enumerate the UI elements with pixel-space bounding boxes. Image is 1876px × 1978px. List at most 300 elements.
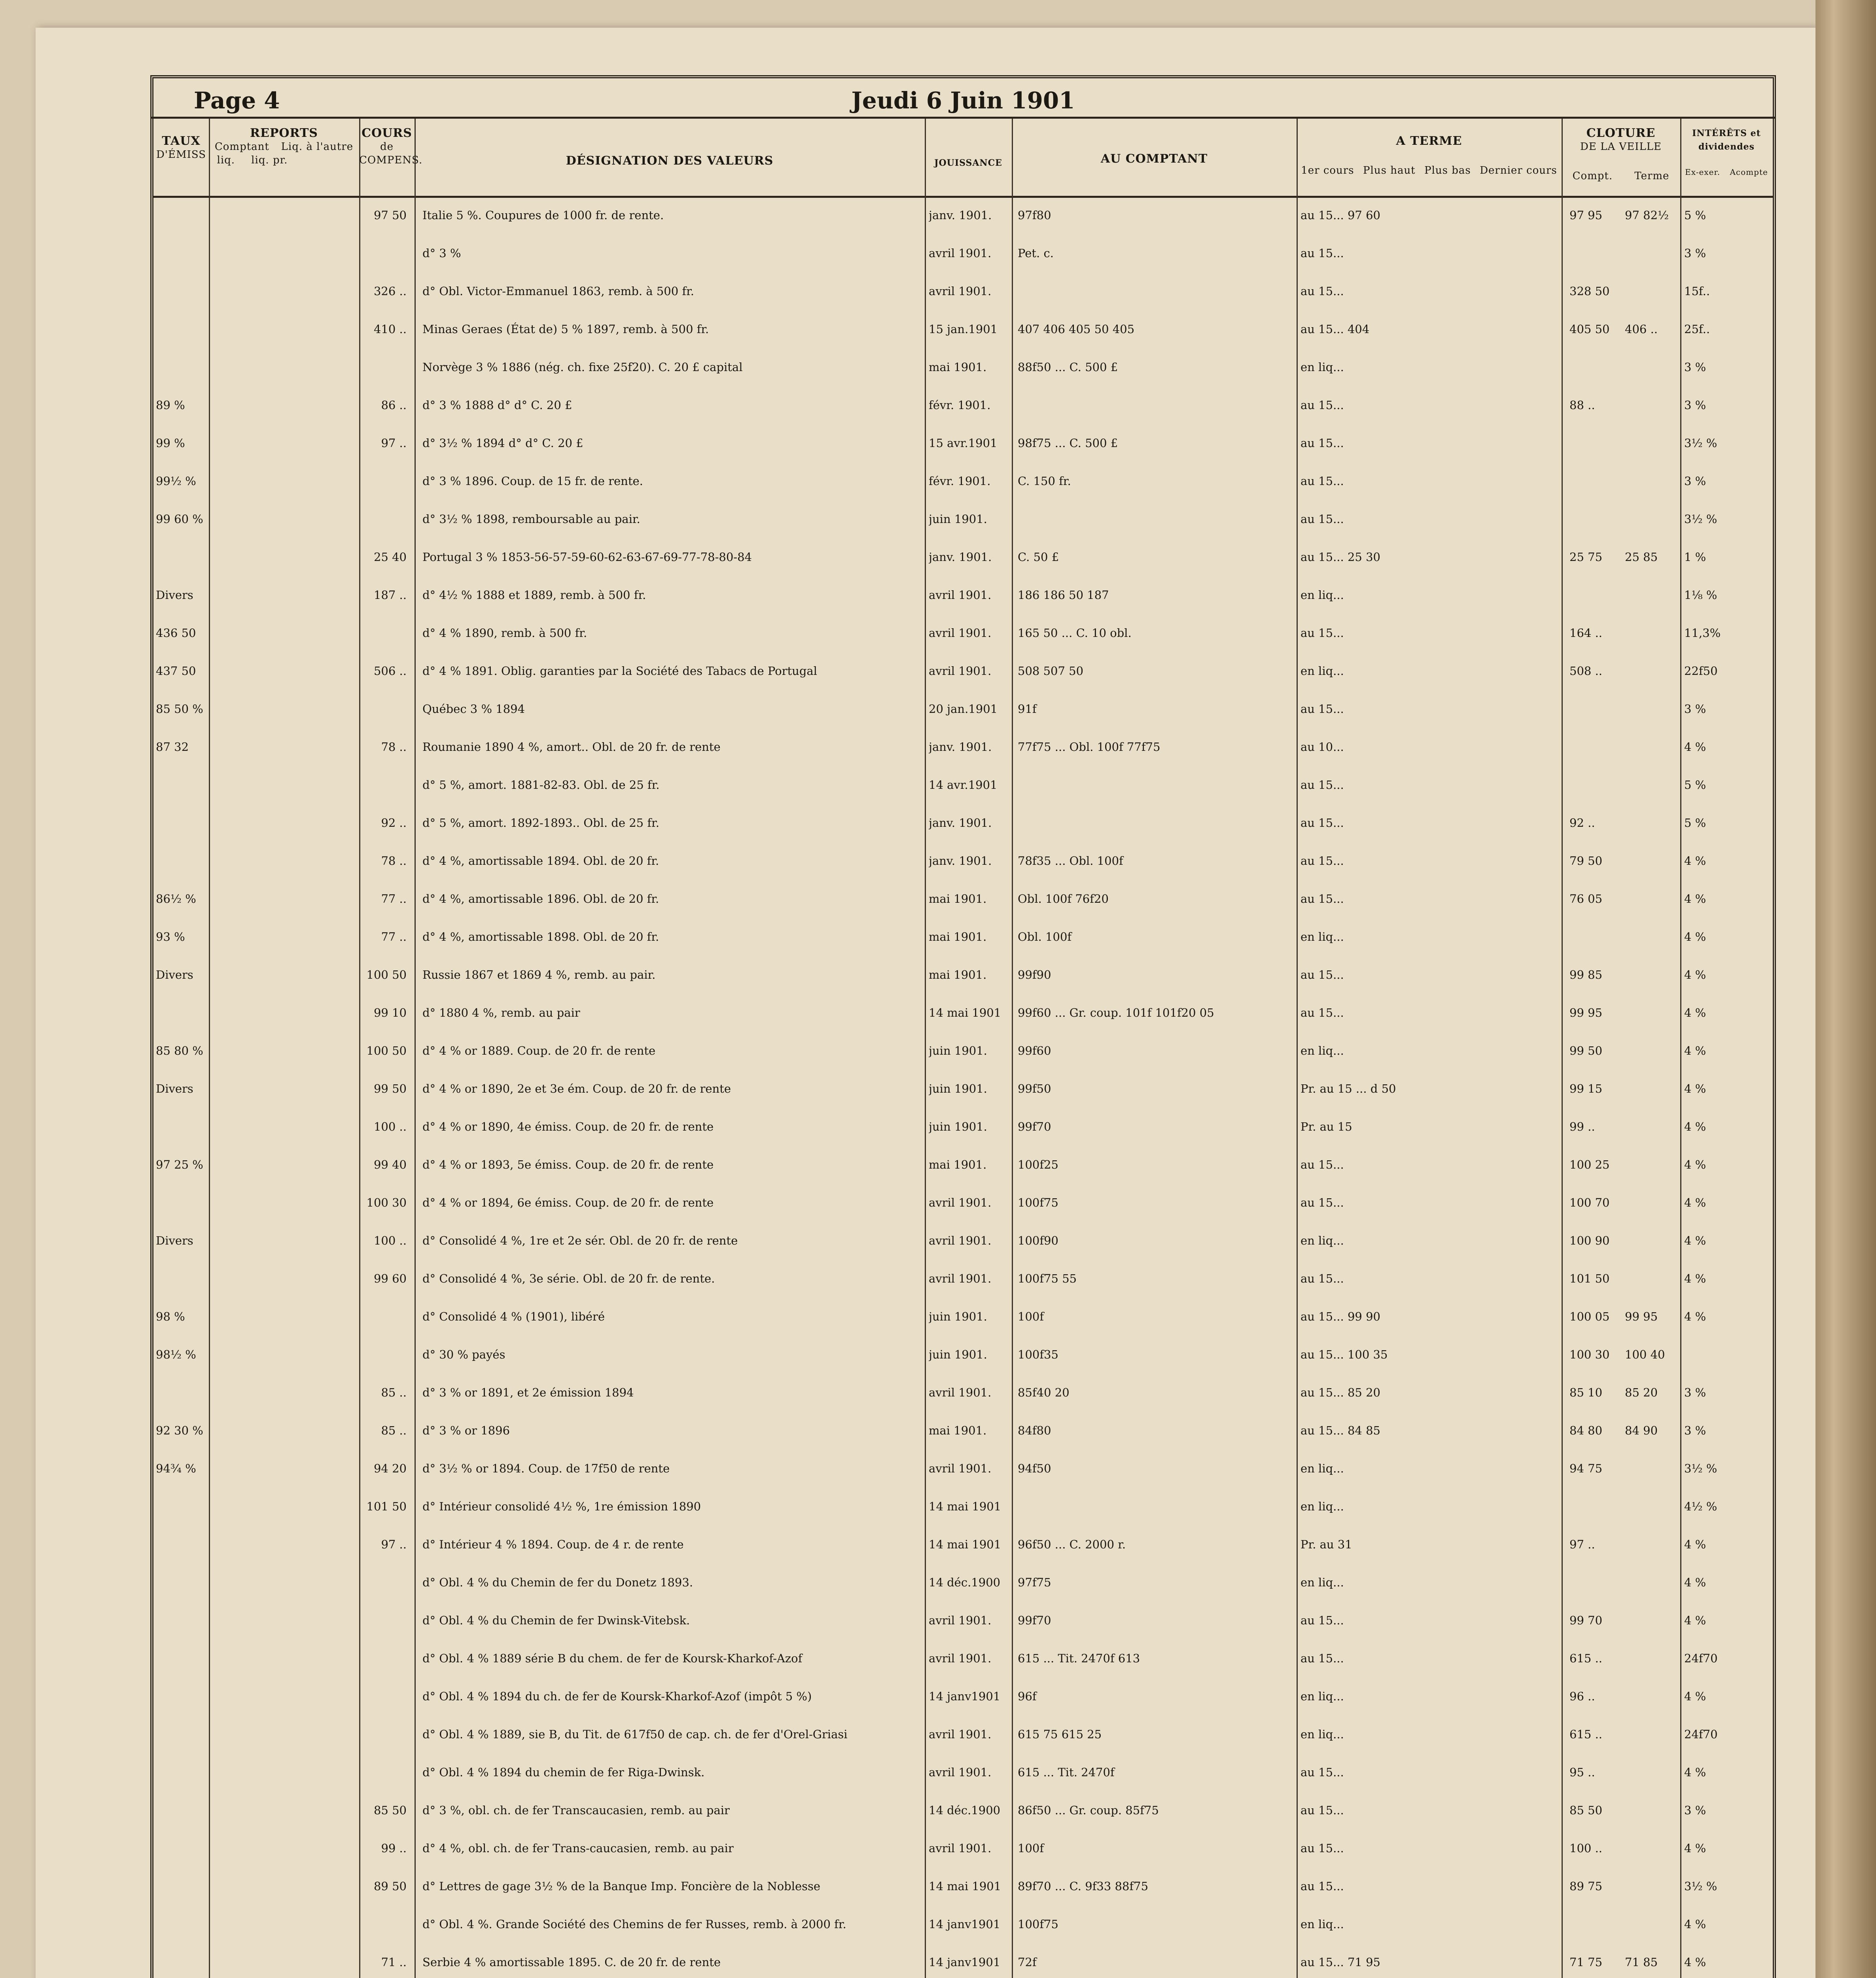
interets-cell: 4 % bbox=[1684, 892, 1706, 906]
interets-cell: 4 % bbox=[1684, 1310, 1706, 1323]
a-terme-cell: au 15... bbox=[1301, 436, 1344, 450]
a-terme-cell: en liq... bbox=[1301, 930, 1344, 944]
a-terme-cell: en liq... bbox=[1301, 588, 1344, 602]
table-row bbox=[153, 1723, 1773, 1746]
cloture-terme-cell: 85 20 bbox=[1625, 1386, 1658, 1399]
header-compt: Compt. bbox=[1572, 170, 1613, 182]
a-terme-cell: au 15... bbox=[1301, 1652, 1344, 1665]
table-row bbox=[153, 1609, 1773, 1632]
jouissance-cell: avril 1901. bbox=[929, 1614, 992, 1627]
taux-cell: 85 50 % bbox=[156, 702, 203, 716]
a-terme-cell: au 15... 404 bbox=[1301, 322, 1370, 336]
table-row bbox=[153, 1457, 1773, 1480]
a-terme-cell: au 15... bbox=[1301, 1842, 1344, 1855]
jouissance-cell: mai 1901. bbox=[929, 1424, 987, 1437]
jouissance-cell: mai 1901. bbox=[929, 360, 987, 374]
au-comptant-cell: 165 50 ... C. 10 obl. bbox=[1018, 626, 1132, 640]
cours-cell: 101 50 bbox=[366, 1500, 407, 1513]
designation-cell: d° Obl. 4 % du Chemin de fer Dwinsk-Vitebsk. bbox=[422, 1614, 690, 1627]
cours-cell: 78 .. bbox=[381, 854, 407, 868]
a-terme-cell: en liq... bbox=[1301, 1728, 1344, 1741]
table-row bbox=[153, 735, 1773, 758]
cloture-compt-cell: 89 75 bbox=[1569, 1879, 1603, 1893]
designation-cell: d° 4 % or 1890, 2e et 3e ém. Coup. de 20 fr. de rente bbox=[422, 1082, 731, 1095]
interets-cell: 3 % bbox=[1684, 360, 1706, 374]
table-row bbox=[153, 1913, 1773, 1936]
jouissance-cell: 14 déc.1900 bbox=[929, 1804, 1001, 1817]
table-row bbox=[153, 470, 1773, 493]
au-comptant-cell: 98f75 ... C. 500 £ bbox=[1018, 436, 1118, 450]
designation-cell: d° 4 % or 1889. Coup. de 20 fr. de rente bbox=[422, 1044, 656, 1057]
designation-cell: Roumanie 1890 4 %, amort.. Obl. de 20 fr. de rente bbox=[422, 740, 721, 754]
table-row bbox=[153, 925, 1773, 948]
interets-cell: 11,3% bbox=[1684, 626, 1721, 640]
au-comptant-cell: 100f75 55 bbox=[1018, 1272, 1077, 1285]
cloture-compt-cell: 95 .. bbox=[1569, 1766, 1595, 1779]
jouissance-cell: avril 1901. bbox=[929, 664, 992, 678]
designation-cell: d° Obl. 4 % 1894 du ch. de fer de Koursk-Kharkof-Azof (impôt 5 %) bbox=[422, 1690, 812, 1703]
au-comptant-cell: 407 406 405 50 405 bbox=[1018, 322, 1135, 336]
jouissance-cell: mai 1901. bbox=[929, 1158, 987, 1171]
au-comptant-cell: 99f90 bbox=[1018, 968, 1051, 981]
interets-cell: 5 % bbox=[1684, 778, 1706, 792]
interets-cell: 4 % bbox=[1684, 930, 1706, 944]
a-terme-cell: au 15... bbox=[1301, 816, 1344, 830]
cours-cell: 85 50 bbox=[373, 1804, 407, 1817]
au-comptant-cell: 99f60 bbox=[1018, 1044, 1051, 1057]
cloture-compt-cell: 508 .. bbox=[1569, 664, 1603, 678]
designation-cell: d° Obl. 4 % 1894 du chemin de fer Riga-Dwinsk. bbox=[422, 1766, 705, 1779]
cloture-terme-cell: 71 85 bbox=[1625, 1955, 1658, 1969]
interets-cell: 25f.. bbox=[1684, 322, 1710, 336]
taux-cell: Divers bbox=[156, 588, 193, 602]
au-comptant-cell: 91f bbox=[1018, 702, 1037, 716]
cours-cell: 99 .. bbox=[381, 1842, 407, 1855]
a-terme-cell: Pr. au 15 bbox=[1301, 1120, 1352, 1133]
cloture-compt-cell: 99 85 bbox=[1569, 968, 1603, 981]
header-liq: liq. bbox=[217, 154, 235, 166]
designation-cell: d° 5 %, amort. 1881-82-83. Obl. de 25 fr. bbox=[422, 778, 660, 792]
header-au-comptant: AU COMPTANT bbox=[1100, 152, 1208, 166]
cloture-compt-cell: 99 70 bbox=[1569, 1614, 1603, 1627]
interets-cell: 3½ % bbox=[1684, 1879, 1717, 1893]
au-comptant-cell: 100f35 bbox=[1018, 1348, 1058, 1361]
designation-cell: d° 4 % 1890, remb. à 500 fr. bbox=[422, 626, 587, 640]
cours-cell: 99 50 bbox=[373, 1082, 407, 1095]
cloture-compt-cell: 97 .. bbox=[1569, 1538, 1595, 1551]
designation-cell: d° 3 % or 1891, et 2e émission 1894 bbox=[422, 1386, 634, 1399]
table-row bbox=[153, 1571, 1773, 1594]
au-comptant-cell: 96f bbox=[1018, 1690, 1037, 1703]
designation-cell: d° 4½ % 1888 et 1889, remb. à 500 fr. bbox=[422, 588, 646, 602]
table-row bbox=[153, 1875, 1773, 1898]
cloture-compt-cell: 84 80 bbox=[1569, 1424, 1603, 1437]
jouissance-cell: mai 1901. bbox=[929, 968, 987, 981]
interets-cell: 4 % bbox=[1684, 1006, 1706, 1019]
interets-cell: 4 % bbox=[1684, 1917, 1706, 1931]
interets-cell: 4 % bbox=[1684, 1158, 1706, 1171]
interets-cell: 3 % bbox=[1684, 1386, 1706, 1399]
jouissance-cell: juin 1901. bbox=[929, 1310, 987, 1323]
cloture-compt-cell: 328 50 bbox=[1569, 284, 1610, 298]
interets-cell: 4 % bbox=[1684, 1196, 1706, 1209]
a-terme-cell: au 10... bbox=[1301, 740, 1344, 754]
page-date: Jeudi 6 Juin 1901 bbox=[851, 87, 1075, 114]
au-comptant-cell: 89f70 ... C. 9f33 88f75 bbox=[1018, 1879, 1149, 1893]
cours-cell: 85 .. bbox=[381, 1424, 407, 1437]
jouissance-cell: avril 1901. bbox=[929, 1272, 992, 1285]
designation-cell: d° Consolidé 4 %, 1re et 2e sér. Obl. de 20 fr. de rente bbox=[422, 1234, 738, 1247]
jouissance-cell: 14 janv1901 bbox=[929, 1955, 1001, 1969]
cloture-compt-cell: 85 50 bbox=[1569, 1804, 1603, 1817]
designation-cell: d° Intérieur 4 % 1894. Coup. de 4 r. de rente bbox=[422, 1538, 684, 1551]
designation-cell: d° 4 %, amortissable 1894. Obl. de 20 fr. bbox=[422, 854, 659, 868]
cloture-compt-cell: 101 50 bbox=[1569, 1272, 1610, 1285]
table-row bbox=[153, 621, 1773, 644]
header-reports: REPORTS Comptant Liq. à l'autre liq. liq. pr. bbox=[214, 126, 354, 166]
interets-cell: 5 % bbox=[1684, 208, 1706, 222]
cloture-compt-cell: 25 75 bbox=[1569, 550, 1603, 564]
jouissance-cell: janv. 1901. bbox=[929, 854, 992, 868]
a-terme-cell: au 15... bbox=[1301, 1766, 1344, 1779]
table-row bbox=[153, 1533, 1773, 1556]
cours-cell: 85 .. bbox=[381, 1386, 407, 1399]
jouissance-cell: avril 1901. bbox=[929, 1766, 992, 1779]
a-terme-cell: au 15... bbox=[1301, 1196, 1344, 1209]
designation-cell: d° Obl. Victor-Emmanuel 1863, remb. à 500 fr. bbox=[422, 284, 694, 298]
au-comptant-cell: 615 ... Tit. 2470f 613 bbox=[1018, 1652, 1140, 1665]
designation-cell: d° 4 % 1891. Oblig. garanties par la Société des Tabacs de Portugal bbox=[422, 664, 817, 678]
au-comptant-cell: 78f35 ... Obl. 100f bbox=[1018, 854, 1123, 868]
taux-cell: Divers bbox=[156, 1082, 193, 1095]
designation-cell: d° Consolidé 4 % (1901), libéré bbox=[422, 1310, 605, 1323]
cours-cell: 89 50 bbox=[373, 1879, 407, 1893]
designation-cell: d° 3½ % 1894 d° d° C. 20 £ bbox=[422, 436, 583, 450]
interets-cell: 4 % bbox=[1684, 1614, 1706, 1627]
cloture-compt-cell: 100 90 bbox=[1569, 1234, 1610, 1247]
header-dernier-cours: Dernier cours bbox=[1480, 165, 1557, 176]
page-number: Page 4 bbox=[194, 87, 280, 114]
jouissance-cell: avril 1901. bbox=[929, 1842, 992, 1855]
au-comptant-cell: 100f90 bbox=[1018, 1234, 1058, 1247]
au-comptant-cell: Obl. 100f bbox=[1018, 930, 1072, 944]
au-comptant-cell: 615 ... Tit. 2470f bbox=[1018, 1766, 1115, 1779]
a-terme-cell: au 15... bbox=[1301, 1879, 1344, 1893]
au-comptant-cell: 99f60 ... Gr. coup. 101f 101f20 05 bbox=[1018, 1006, 1214, 1019]
interets-cell: 4 % bbox=[1684, 1842, 1706, 1855]
cours-cell: 97 .. bbox=[381, 436, 407, 450]
table-row bbox=[153, 1229, 1773, 1252]
designation-cell: d° Obl. 4 % du Chemin de fer du Donetz 1893. bbox=[422, 1576, 693, 1589]
a-terme-cell: au 15... bbox=[1301, 246, 1344, 260]
interets-cell: 3 % bbox=[1684, 246, 1706, 260]
table-row bbox=[153, 1191, 1773, 1214]
a-terme-cell: au 15... bbox=[1301, 968, 1344, 981]
interets-cell: 4 % bbox=[1684, 1955, 1706, 1969]
header-liq-pr: liq. pr. bbox=[251, 154, 288, 166]
au-comptant-cell: 88f50 ... C. 500 £ bbox=[1018, 360, 1118, 374]
taux-cell: 85 80 % bbox=[156, 1044, 203, 1057]
header-terme: Terme bbox=[1634, 170, 1670, 182]
cloture-compt-cell: 92 .. bbox=[1569, 816, 1595, 830]
cours-cell: 100 .. bbox=[373, 1234, 407, 1247]
au-comptant-cell: 99f50 bbox=[1018, 1082, 1051, 1095]
header-premier-cours: 1er cours bbox=[1301, 165, 1354, 176]
table-row bbox=[153, 1381, 1773, 1404]
cours-cell: 97 .. bbox=[381, 1538, 407, 1551]
a-terme-cell: au 15... 85 20 bbox=[1301, 1386, 1380, 1399]
taux-cell: 93 % bbox=[156, 930, 185, 944]
designation-cell: d° 3½ % 1898, remboursable au pair. bbox=[422, 512, 640, 526]
header-plus-bas: Plus bas bbox=[1424, 165, 1471, 176]
a-terme-cell: en liq... bbox=[1301, 1576, 1344, 1589]
a-terme-cell: au 15... bbox=[1301, 892, 1344, 906]
cloture-compt-cell: 85 10 bbox=[1569, 1386, 1603, 1399]
cloture-terme-cell: 84 90 bbox=[1625, 1424, 1658, 1437]
table-row bbox=[153, 356, 1773, 379]
header-jouissance: JOUISSANCE bbox=[934, 158, 1002, 168]
jouissance-cell: avril 1901. bbox=[929, 246, 992, 260]
table-row bbox=[153, 659, 1773, 682]
table-row bbox=[153, 1419, 1773, 1442]
interets-cell: 15f.. bbox=[1684, 284, 1710, 298]
cloture-compt-cell: 99 15 bbox=[1569, 1082, 1603, 1095]
taux-cell: 94¾ % bbox=[156, 1462, 196, 1475]
header-designation: DÉSIGNATION DES VALEURS bbox=[566, 154, 774, 168]
a-terme-cell: Pr. au 15 ... d 50 bbox=[1301, 1082, 1396, 1095]
cloture-compt-cell: 100 05 bbox=[1569, 1310, 1610, 1323]
au-comptant-cell: Obl. 100f 76f20 bbox=[1018, 892, 1109, 906]
designation-cell: d° Obl. 4 % 1889 série B du chem. de fer de Koursk-Kharkof-Azof bbox=[422, 1652, 803, 1665]
cloture-terme-cell: 100 40 bbox=[1625, 1348, 1665, 1361]
cloture-compt-cell: 76 05 bbox=[1569, 892, 1603, 906]
jouissance-cell: 14 mai 1901 bbox=[929, 1500, 1001, 1513]
interets-cell: 4 % bbox=[1684, 1766, 1706, 1779]
designation-cell: d° 4 % or 1890, 4e émiss. Coup. de 20 fr. de rente bbox=[422, 1120, 714, 1133]
interets-cell: 4 % bbox=[1684, 1576, 1706, 1589]
cloture-compt-cell: 99 50 bbox=[1569, 1044, 1603, 1057]
cloture-compt-cell: 97 95 bbox=[1569, 208, 1603, 222]
header-comptant: Comptant bbox=[214, 141, 269, 153]
designation-cell: d° 3 % or 1896 bbox=[422, 1424, 510, 1437]
jouissance-cell: févr. 1901. bbox=[929, 398, 991, 412]
table-row bbox=[153, 849, 1773, 872]
interets-cell: 4 % bbox=[1684, 1044, 1706, 1057]
interets-cell: 24f70 bbox=[1684, 1652, 1718, 1665]
taux-cell: 98 % bbox=[156, 1310, 185, 1323]
au-comptant-cell: C. 150 fr. bbox=[1018, 474, 1071, 488]
designation-cell: d° Intérieur consolidé 4½ %, 1re émission 1890 bbox=[422, 1500, 701, 1513]
table-row bbox=[153, 242, 1773, 265]
table-row bbox=[153, 1115, 1773, 1138]
cloture-compt-cell: 405 50 bbox=[1569, 322, 1610, 336]
interets-cell: 3½ % bbox=[1684, 512, 1717, 526]
taux-cell: 86½ % bbox=[156, 892, 196, 906]
table-row bbox=[153, 584, 1773, 606]
table-row bbox=[153, 1343, 1773, 1366]
designation-cell: d° Lettres de gage 3½ % de la Banque Imp. Foncière de la Noblesse bbox=[422, 1879, 821, 1893]
a-terme-cell: en liq... bbox=[1301, 664, 1344, 678]
designation-cell: d° 4 % or 1893, 5e émiss. Coup. de 20 fr. de rente bbox=[422, 1158, 714, 1171]
jouissance-cell: 14 mai 1901 bbox=[929, 1006, 1001, 1019]
cours-cell: 99 40 bbox=[373, 1158, 407, 1171]
cloture-compt-cell: 100 30 bbox=[1569, 1348, 1610, 1361]
taux-cell: Divers bbox=[156, 1234, 193, 1247]
designation-cell: Portugal 3 % 1853-56-57-59-60-62-63-67-69-77-78-80-84 bbox=[422, 550, 752, 564]
cloture-compt-cell: 164 .. bbox=[1569, 626, 1603, 640]
au-comptant-cell: 72f bbox=[1018, 1955, 1037, 1969]
designation-cell: d° 3 %, obl. ch. de fer Transcaucasien, remb. au pair bbox=[422, 1804, 730, 1817]
au-comptant-cell: 99f70 bbox=[1018, 1120, 1051, 1133]
cours-cell: 506 .. bbox=[373, 664, 407, 678]
cours-cell: 99 10 bbox=[373, 1006, 407, 1019]
a-terme-cell: au 15... bbox=[1301, 1158, 1344, 1171]
jouissance-cell: 20 jan.1901 bbox=[929, 702, 998, 716]
au-comptant-cell: 96f50 ... C. 2000 r. bbox=[1018, 1538, 1126, 1551]
interets-cell: 5 % bbox=[1684, 816, 1706, 830]
au-comptant-cell: Pet. c. bbox=[1018, 246, 1054, 260]
jouissance-cell: juin 1901. bbox=[929, 1082, 987, 1095]
interets-cell: 4 % bbox=[1684, 1538, 1706, 1551]
jouissance-cell: 14 mai 1901 bbox=[929, 1538, 1001, 1551]
au-comptant-cell: 615 75 615 25 bbox=[1018, 1728, 1102, 1741]
jouissance-cell: 14 janv1901 bbox=[929, 1917, 1001, 1931]
cloture-compt-cell: 88 .. bbox=[1569, 398, 1595, 412]
cloture-compt-cell: 79 50 bbox=[1569, 854, 1603, 868]
a-terme-cell: au 15... bbox=[1301, 778, 1344, 792]
interets-cell: 4 % bbox=[1684, 1234, 1706, 1247]
a-terme-cell: au 15... 84 85 bbox=[1301, 1424, 1380, 1437]
interets-cell: 4 % bbox=[1684, 1120, 1706, 1133]
interets-cell: 1⅛ % bbox=[1684, 588, 1717, 602]
table-header bbox=[153, 119, 1773, 198]
interets-cell: 3½ % bbox=[1684, 1462, 1717, 1475]
cloture-compt-cell: 100 25 bbox=[1569, 1158, 1610, 1171]
a-terme-cell: en liq... bbox=[1301, 1044, 1344, 1057]
taux-cell: 99½ % bbox=[156, 474, 196, 488]
table-row bbox=[153, 1799, 1773, 1822]
table-row bbox=[153, 1305, 1773, 1328]
designation-cell: d° 4 %, obl. ch. de fer Trans-caucasien, remb. au pair bbox=[422, 1842, 734, 1855]
jouissance-cell: 15 avr.1901 bbox=[929, 436, 998, 450]
taux-cell: 97 25 % bbox=[156, 1158, 203, 1171]
table-row bbox=[153, 394, 1773, 417]
page-header bbox=[150, 75, 1776, 119]
jouissance-cell: juin 1901. bbox=[929, 1120, 987, 1133]
taux-cell: 99 % bbox=[156, 436, 185, 450]
jouissance-cell: avril 1901. bbox=[929, 1386, 992, 1399]
cloture-compt-cell: 100 .. bbox=[1569, 1842, 1603, 1855]
a-terme-cell: au 15... bbox=[1301, 284, 1344, 298]
interets-cell: 4 % bbox=[1684, 1272, 1706, 1285]
jouissance-cell: avril 1901. bbox=[929, 588, 992, 602]
cours-cell: 71 .. bbox=[381, 1955, 407, 1969]
cloture-terme-cell: 99 95 bbox=[1625, 1310, 1658, 1323]
au-comptant-cell: 186 186 50 187 bbox=[1018, 588, 1109, 602]
interets-cell: 4 % bbox=[1684, 1082, 1706, 1095]
header-taux: TAUX D'ÉMISS bbox=[156, 134, 206, 161]
cloture-compt-cell: 96 .. bbox=[1569, 1690, 1595, 1703]
header-cours: COURS de COMPENS. bbox=[359, 126, 423, 166]
header-acompte: Acompte bbox=[1730, 167, 1768, 177]
interets-cell: 1 % bbox=[1684, 550, 1706, 564]
interets-cell: 3 % bbox=[1684, 474, 1706, 488]
designation-cell: Minas Geraes (État de) 5 % 1897, remb. à 500 fr. bbox=[422, 322, 709, 336]
a-terme-cell: au 15... 25 30 bbox=[1301, 550, 1380, 564]
designation-cell: d° 30 % payés bbox=[422, 1348, 505, 1361]
cours-cell: 25 40 bbox=[373, 550, 407, 564]
designation-cell: Serbie 4 % amortissable 1895. C. de 20 fr. de rente bbox=[422, 1955, 721, 1969]
taux-cell: 436 50 bbox=[156, 626, 196, 640]
a-terme-cell: au 15... bbox=[1301, 1614, 1344, 1627]
table-row bbox=[153, 1647, 1773, 1670]
interets-cell: 4 % bbox=[1684, 854, 1706, 868]
jouissance-cell: mai 1901. bbox=[929, 892, 987, 906]
jouissance-cell: avril 1901. bbox=[929, 1234, 992, 1247]
taux-cell: 92 30 % bbox=[156, 1424, 203, 1437]
au-comptant-cell: 100f75 bbox=[1018, 1196, 1058, 1209]
jouissance-cell: 14 avr.1901 bbox=[929, 778, 998, 792]
jouissance-cell: mai 1901. bbox=[929, 930, 987, 944]
header-cloture: CLOTURE DE LA VEILLE Compt. Terme bbox=[1572, 126, 1670, 182]
jouissance-cell: 14 mai 1901 bbox=[929, 1879, 1001, 1893]
au-comptant-cell: 97f80 bbox=[1018, 208, 1051, 222]
jouissance-cell: avril 1901. bbox=[929, 1196, 992, 1209]
interets-cell: 24f70 bbox=[1684, 1728, 1718, 1741]
jouissance-cell: janv. 1901. bbox=[929, 550, 992, 564]
au-comptant-cell: 94f50 bbox=[1018, 1462, 1051, 1475]
designation-cell: Russie 1867 et 1869 4 %, remb. au pair. bbox=[422, 968, 656, 981]
interets-cell: 22f50 bbox=[1684, 664, 1718, 678]
a-terme-cell: en liq... bbox=[1301, 1500, 1344, 1513]
designation-cell: d° 1880 4 %, remb. au pair bbox=[422, 1006, 580, 1019]
designation-cell: Norvège 3 % 1886 (nég. ch. fixe 25f20). C. 20 £ capital bbox=[422, 360, 743, 374]
taux-cell: 437 50 bbox=[156, 664, 196, 678]
quotation-table-body bbox=[153, 200, 1773, 1978]
designation-cell: d° 4 %, amortissable 1896. Obl. de 20 fr. bbox=[422, 892, 659, 906]
a-terme-cell: Pr. au 31 bbox=[1301, 1538, 1352, 1551]
jouissance-cell: 14 janv1901 bbox=[929, 1690, 1001, 1703]
table-row bbox=[153, 887, 1773, 910]
au-comptant-cell: 86f50 ... Gr. coup. 85f75 bbox=[1018, 1804, 1159, 1817]
cours-cell: 100 30 bbox=[366, 1196, 407, 1209]
au-comptant-cell: 97f75 bbox=[1018, 1576, 1051, 1589]
jouissance-cell: janv. 1901. bbox=[929, 208, 992, 222]
table-row bbox=[153, 432, 1773, 455]
cours-cell: 326 .. bbox=[373, 284, 407, 298]
table-row bbox=[153, 1039, 1773, 1062]
jouissance-cell: févr. 1901. bbox=[929, 474, 991, 488]
table-row bbox=[153, 508, 1773, 530]
table-row bbox=[153, 963, 1773, 986]
jouissance-cell: juin 1901. bbox=[929, 512, 987, 526]
interets-cell: 3 % bbox=[1684, 1804, 1706, 1817]
cours-cell: 97 50 bbox=[373, 208, 407, 222]
taux-cell: 99 60 % bbox=[156, 512, 203, 526]
au-comptant-cell: 100f75 bbox=[1018, 1917, 1058, 1931]
table-row bbox=[153, 811, 1773, 834]
header-exercice: Ex-exer. bbox=[1685, 167, 1721, 177]
au-comptant-cell: 77f75 ... Obl. 100f 77f75 bbox=[1018, 740, 1160, 754]
a-terme-cell: en liq... bbox=[1301, 1234, 1344, 1247]
designation-cell: d° 3 % bbox=[422, 246, 461, 260]
a-terme-cell: au 15... bbox=[1301, 1006, 1344, 1019]
taux-cell: 87 32 bbox=[156, 740, 189, 754]
table-row bbox=[153, 773, 1773, 796]
au-comptant-cell: 99f70 bbox=[1018, 1614, 1051, 1627]
table-row bbox=[153, 1001, 1773, 1024]
taux-cell: 98½ % bbox=[156, 1348, 196, 1361]
